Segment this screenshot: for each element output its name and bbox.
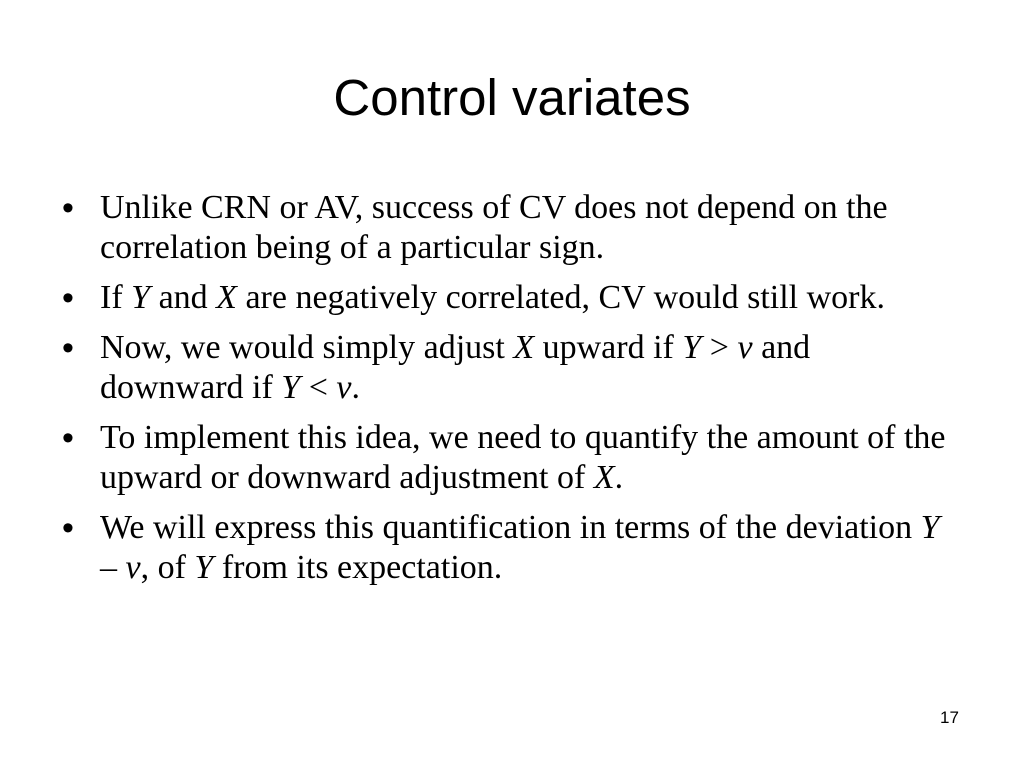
bullet-icon: • <box>62 509 74 547</box>
math-variable: X <box>216 279 237 316</box>
math-variable: v <box>737 329 753 366</box>
text-run: upward if <box>534 329 683 366</box>
bullet-item <box>62 278 980 318</box>
text-run: , of <box>140 549 195 586</box>
math-variable: v <box>125 549 141 586</box>
bullet-icon: • <box>62 329 74 367</box>
bullet-line <box>100 228 980 268</box>
bullet-line <box>100 278 980 318</box>
text-run: and <box>752 329 811 366</box>
text-run: upward or downward adjustment of <box>100 459 594 496</box>
bullet-item <box>62 328 980 408</box>
text-run: from its expectation. <box>213 549 503 586</box>
bullet-line <box>100 418 980 458</box>
math-variable: Y <box>194 549 214 586</box>
math-variable: Y <box>281 369 301 406</box>
slide-title: Control variates <box>333 69 691 126</box>
math-variable: Y <box>682 329 702 366</box>
math-variable: X <box>513 329 535 366</box>
bullet-line <box>100 508 980 548</box>
bullet-item <box>62 508 980 588</box>
math-variable: v <box>336 369 352 406</box>
math-variable: Y <box>131 279 151 316</box>
text-run: We will express this quantification in terms of the deviation <box>100 509 921 546</box>
text-run: – <box>100 549 126 586</box>
text-run: To implement this idea, we need to quantify the amount of the <box>100 419 946 456</box>
text-run: and <box>150 279 217 316</box>
bullet-line <box>100 458 980 498</box>
text-run: Now, we would simply adjust <box>100 329 514 366</box>
slide-number: 17 <box>940 708 959 727</box>
bullet-line <box>100 328 980 368</box>
math-operator: < <box>300 369 337 406</box>
bullet-item <box>62 188 980 268</box>
bullet-line <box>100 368 980 408</box>
text-run: If <box>100 279 132 316</box>
bullet-icon: • <box>62 279 74 317</box>
math-variable: X <box>593 459 615 496</box>
text-run: Unlike CRN or AV, success of CV does not depend on the <box>100 189 888 226</box>
math-operator: > <box>701 329 738 366</box>
bullet-line <box>100 188 980 228</box>
bullet-icon: • <box>62 419 74 457</box>
bullet-line <box>100 548 980 588</box>
text-run: . <box>351 369 360 406</box>
bullet-list <box>62 188 980 598</box>
math-variable: Y <box>920 509 940 546</box>
bullet-icon: • <box>62 189 74 227</box>
bullet-item <box>62 418 980 498</box>
text-run: are negatively correlated, CV would still work. <box>236 279 885 316</box>
text-run: . <box>614 459 624 496</box>
text-run: downward if <box>100 369 282 406</box>
text-run: correlation being of a particular sign. <box>100 229 605 266</box>
